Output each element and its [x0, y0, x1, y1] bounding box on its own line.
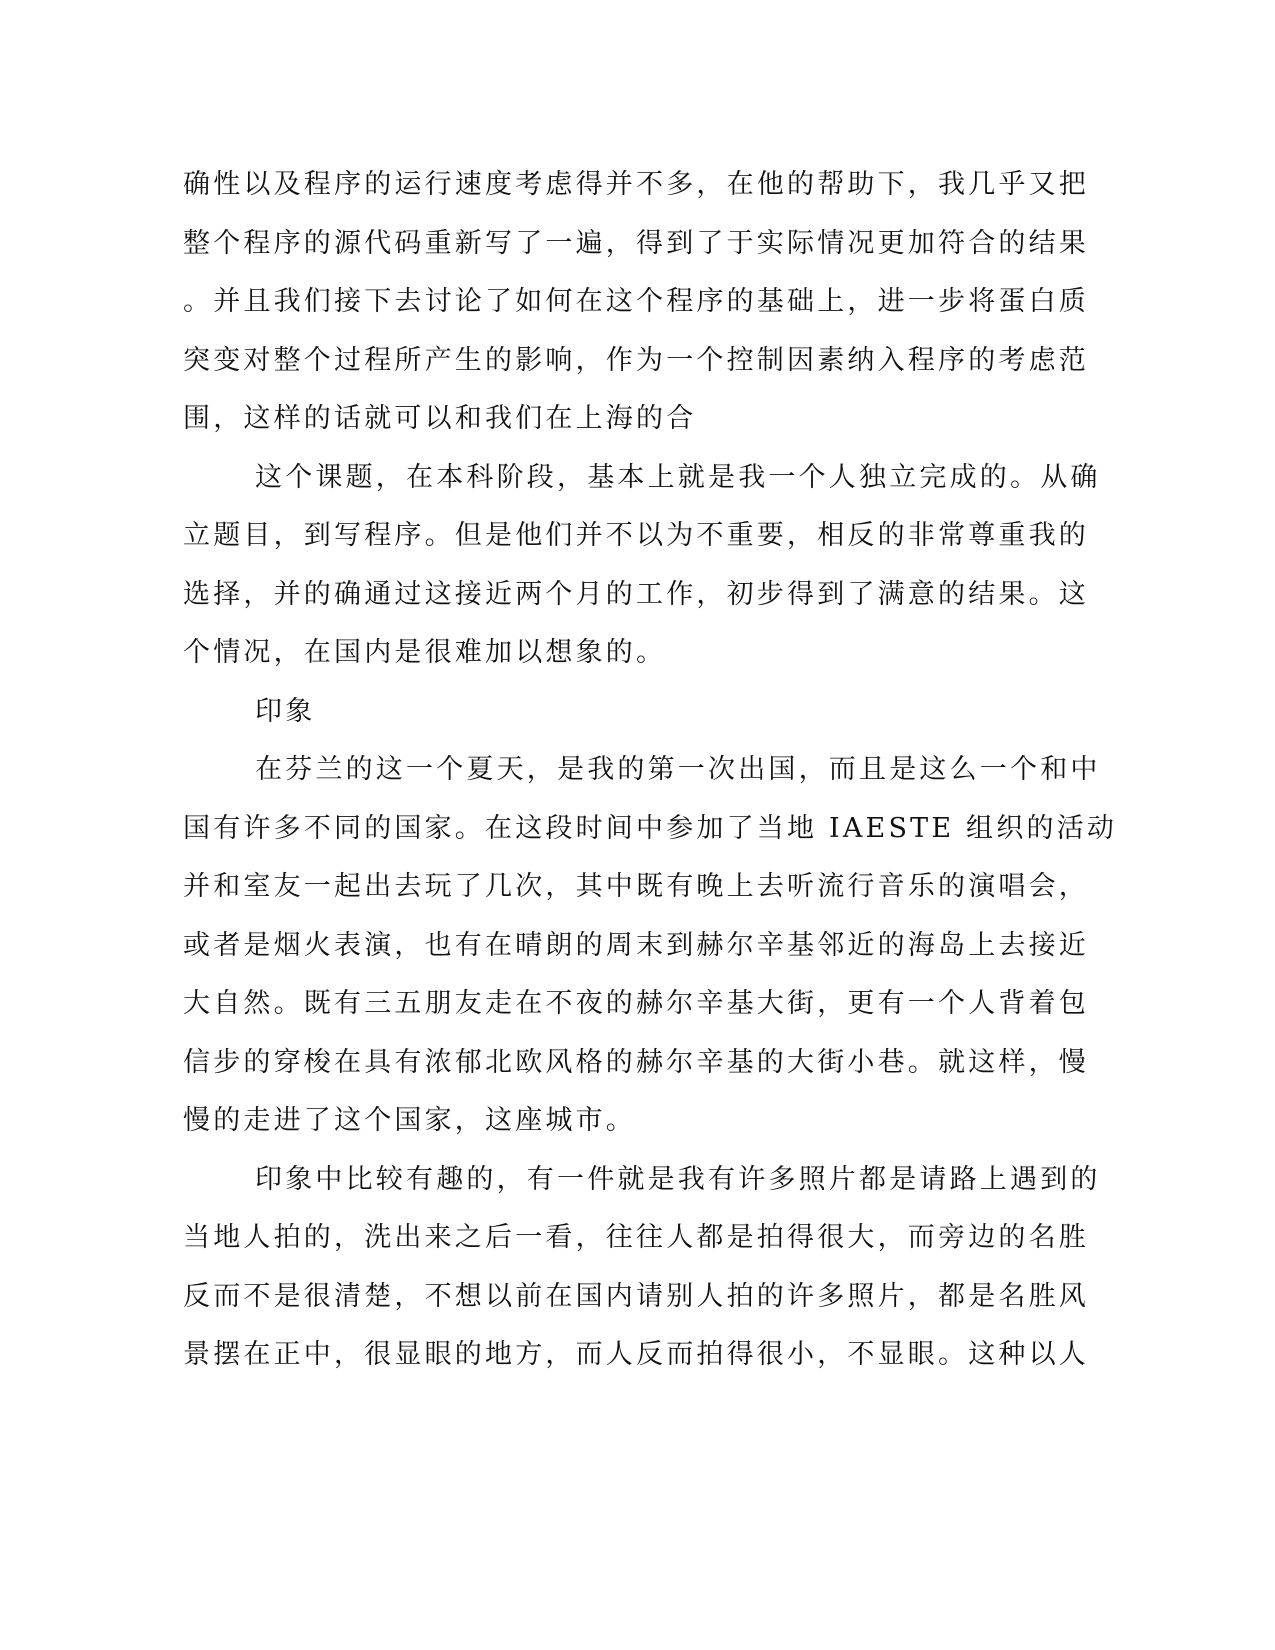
body-text: [183, 156, 1118, 1385]
text-line: 国有许多不同的国家。在这段时间中参加了当地 IAESTE 组织的活动: [183, 812, 1118, 844]
text-line: 或者是烟火表演，也有在晴朗的周末到赫尔辛基邻近的海岛上去接近: [183, 929, 1089, 961]
text-line: 在芬兰的这一个夏天，是我的第一次出国，而且是这么一个和中: [255, 754, 1101, 785]
text-line: 景摆在正中，很显眼的地方，而人反而拍得很小，不显眼。这种以人: [183, 1339, 1089, 1370]
text-line: 立题目，到写程序。但是他们并不以为不重要，相反的非常尊重我的: [183, 520, 1089, 551]
text-line: 反而不是很清楚，不想以前在国内请别人拍的许多照片，都是名胜风: [183, 1280, 1089, 1312]
text-line: 突变对整个过程所产生的影响，作为一个控制因素纳入程序的考虑范: [183, 344, 1089, 376]
text-line: 围，这样的话就可以和我们在上海的合: [183, 403, 697, 434]
text-line: 印象中比较有趣的，有一件就是我有许多照片都是请路上遇到的: [255, 1163, 1101, 1195]
text-line: 信步的穿梭在具有浓郁北欧风格的赫尔辛基的大街小巷。就这样，慢: [183, 1046, 1089, 1078]
text-line: 并和室友一起出去玩了几次，其中既有晚上去听流行音乐的演唱会，: [183, 871, 1089, 902]
text-line: 这个课题，在本科阶段，基本上就是我一个人独立完成的。从确: [255, 461, 1101, 493]
text-line: 慢的走进了这个国家，这座城市。: [183, 1105, 636, 1136]
text-line: 。并且我们接下去讨论了如何在这个程序的基础上，进一步将蛋白质: [183, 286, 1089, 317]
text-line: 个情况，在国内是很难加以想象的。: [183, 637, 667, 668]
text-line: 印象: [255, 695, 316, 727]
text-line: 当地人拍的，洗出来之后一看，往往人都是拍得很大，而旁边的名胜: [183, 1222, 1089, 1253]
text-line: 确性以及程序的运行速度考虑得并不多，在他的帮助下，我几乎又把: [183, 169, 1089, 200]
text-line: 整个程序的源代码重新写了一遍，得到了于实际情况更加符合的结果: [183, 227, 1089, 259]
text-line: 选择，并的确通过这接近两个月的工作，初步得到了满意的结果。这: [183, 578, 1089, 610]
text-line: 大自然。既有三五朋友走在不夜的赫尔辛基大街，更有一个人背着包: [183, 988, 1089, 1019]
